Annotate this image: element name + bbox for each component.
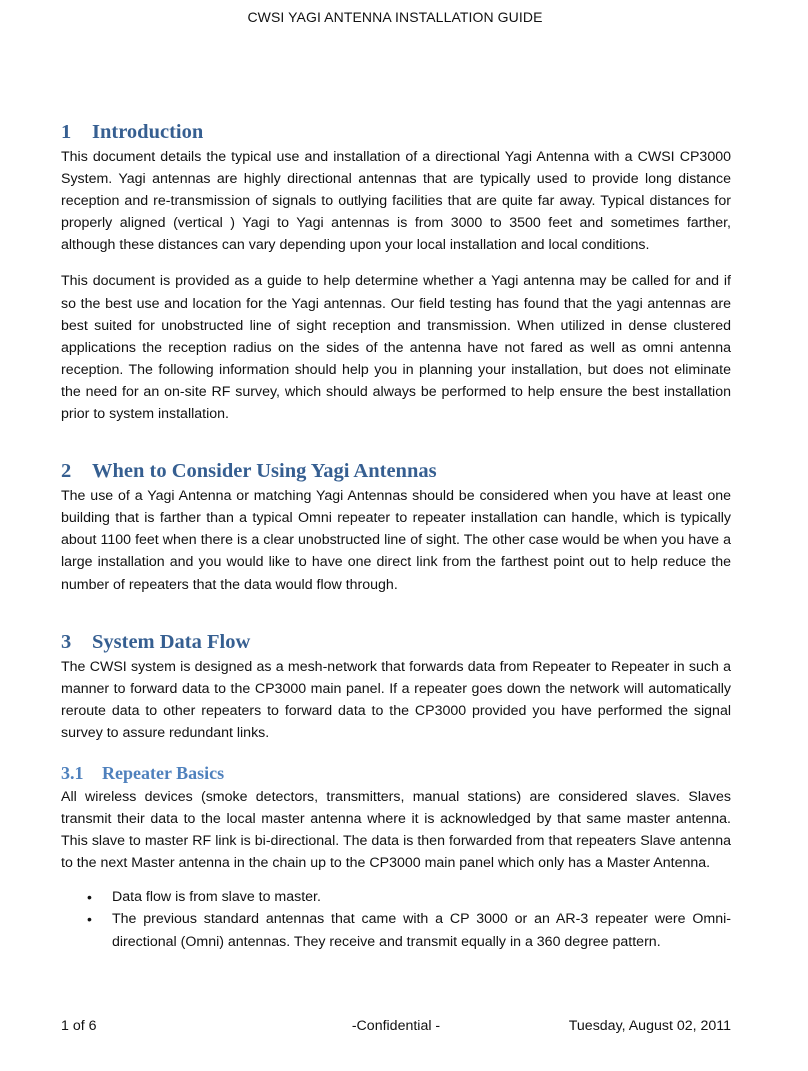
section-title: Introduction bbox=[92, 121, 204, 143]
bullet-icon: • bbox=[87, 911, 92, 928]
section-title: When to Consider Using Yagi Antennas bbox=[92, 460, 437, 483]
heading-repeater-basics bbox=[61, 760, 731, 786]
running-header: CWSI YAGI ANTENNA INSTALLATION GUIDE bbox=[247, 9, 543, 25]
footer-date: Tuesday, August 02, 2011 bbox=[568, 1018, 731, 1034]
page-content bbox=[61, 118, 731, 953]
section-number: 1 bbox=[61, 121, 72, 143]
confidential-label: -Confidential - bbox=[351, 1018, 441, 1034]
list-item-text: The previous standard antennas that came with a CP 3000 or an AR-3 repeater were Omni-directional (Omni) antennas. They receive and transmit equally in a 360 degree pattern. bbox=[112, 911, 731, 950]
heading-introduction bbox=[61, 118, 731, 146]
heading-system-data-flow bbox=[61, 628, 731, 656]
heading-when-to-consider bbox=[61, 457, 731, 485]
section-number: 2 bbox=[61, 460, 72, 483]
list-item bbox=[61, 908, 731, 952]
section-title: Repeater Basics bbox=[102, 762, 225, 783]
paragraph: The CWSI system is designed as a mesh-network that forwards data from Repeater to Repeater in such a manner to forward data to the CP3000 main panel. If a repeater goes down the network will automatically reroute data to other repeaters to forward data to the CP3000 provided you have performed the signal survey to assure redundant links. bbox=[61, 658, 731, 741]
paragraph: All wireless devices (smoke detectors, transmitters, manual stations) are considered slaves. Slaves transmit their data to the local master antenna where it is acknowledged by that same master antenna. This slave to master RF link is bi-directional. The data is then forwarded from that repeaters Slave antenna to the next Master antenna in the chain up to the CP3000 main panel which only has a Master Antenna. bbox=[61, 788, 731, 872]
bullet-list bbox=[61, 886, 731, 952]
section-number: 3.1 bbox=[61, 762, 84, 783]
section-number: 3 bbox=[61, 630, 72, 653]
paragraph: This document is provided as a guide to help determine whether a Yagi antenna may be called for and if so the best use and location for the Yagi antennas. Our field testing has found that the yagi antennas are best suited for unobstructed line of sight reception and transmission. When utilized in dense clustered applications the reception radius on the sides of the antenna have not fared as well as omni antenna reception. The following information should help you in planning your installation, but does not eliminate the need for an on-site RF survey, which should always be performed to help ensure the best installation prior to system installation. bbox=[61, 273, 731, 423]
list-item-text: Data flow is from slave to master. bbox=[112, 889, 321, 906]
bullet-icon: • bbox=[87, 889, 92, 906]
section-title: System Data Flow bbox=[92, 630, 251, 653]
running-footer bbox=[61, 1018, 731, 1040]
paragraph: This document details the typical use and installation of a directional Yagi Antenna with a CWSI CP3000 System. Yagi antennas are highly directional antennas that are typically used to provide long distance reception and re-transmission of signals to outlying facilities that are quite far away. Typical distances for properly aligned (vertical ) Yagi to Yagi antennas is from 3000 to 3500 feet and sometimes farther, although these distances can vary depending upon your local installation and local conditions. bbox=[61, 149, 731, 254]
page-number: 1 of 6 bbox=[61, 1018, 97, 1034]
paragraph: The use of a Yagi Antenna or matching Yagi Antennas should be considered when you have at least one building that is farther than a typical Omni repeater to repeater installation can handle, which is typically about 1100 feet when there is a clear unobstructed line of sight. The other case would be when you have a large installation and you would like to have one direct link from the farthest point out to help reduce the number of repeaters that the data would flow through. bbox=[61, 488, 731, 593]
list-item bbox=[61, 886, 731, 908]
